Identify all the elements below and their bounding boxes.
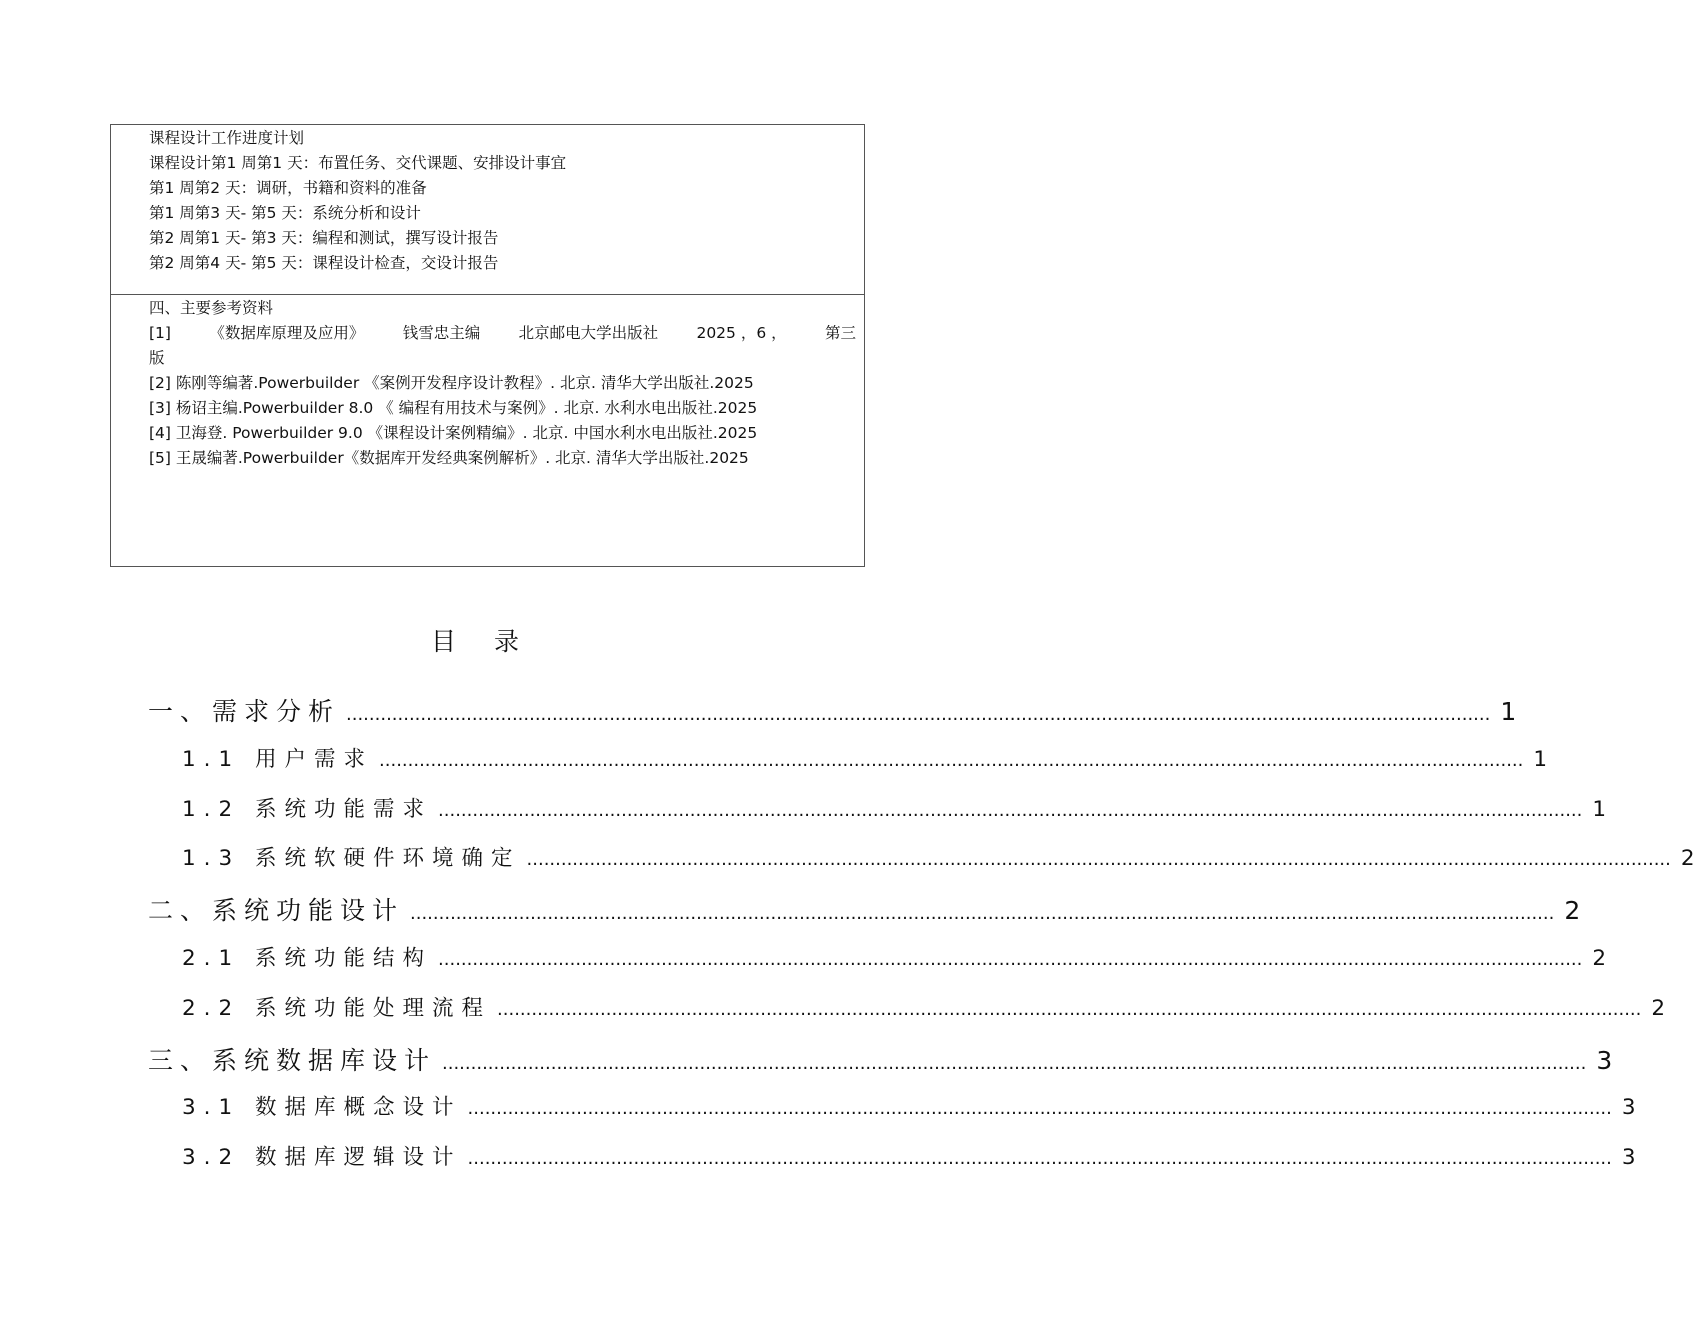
toc-page-number: 2 [1680,846,1695,872]
toc-entry-section[interactable] [148,991,1666,1041]
references-title: 四、主要参考资料 [149,299,274,317]
toc-page-number: 3 [1621,1145,1636,1171]
reference-item-5: [5] 王晟编著.Powerbuilder《数据库开发经典案例解析》. 北京. 清华大学出版社.2025 [149,449,749,467]
ref-edition: 第三 [824,324,856,342]
schedule-item: 课程设计第1 周第1 天：布置任务、交代课题、安排设计事宜 [149,154,567,172]
toc-leader-dots: ........................................................................................................................................................................................................ [467,1148,1612,1170]
schedule-title: 课程设计工作进度计划 [149,129,305,147]
toc-entry-section[interactable] [148,1090,1636,1140]
toc-entry-text: 1.2 系统功能需求 [182,796,433,822]
toc-title-char-1: 目 [430,627,456,656]
reference-item-4: [4] 卫海登. Powerbuilder 9.0 《课程设计案例精编》. 北京. 中国水利水电出版社.2025 [149,424,758,442]
toc-entry-section[interactable] [148,941,1607,991]
toc-leader-dots: ........................................................................................................................................................................................................ [467,1098,1612,1120]
toc-leader-dots: ........................................................................................................................................................................................................ [346,704,1491,725]
toc-leader-dots: ........................................................................................................................................................................................................ [438,799,1583,821]
toc-page-number: 2 [1651,995,1666,1021]
ref-book: 《数据库原理及应用》 [209,324,365,342]
toc-entry-text: 3.2 数据库逻辑设计 [182,1145,462,1171]
schedule-item: 第1 周第3 天- 第5 天：系统分析和设计 [149,204,421,222]
toc-page-number: 1 [1592,796,1607,822]
schedule-item: 第1 周第2 天：调研，书籍和资料的准备 [149,179,427,197]
toc-entry-text: 2.2 系统功能处理流程 [182,995,492,1021]
toc-entry-section[interactable] [148,841,1695,891]
schedule-item: 第2 周第1 天- 第3 天：编程和测试，撰写设计报告 [149,229,499,247]
toc-leader-dots: ........................................................................................................................................................................................................ [497,998,1642,1020]
toc-entry-text: 3.1 数据库概念设计 [182,1095,462,1121]
toc-entry-text: 二、系统功能设计 [148,896,405,926]
toc-leader-dots: ........................................................................................................................................................................................................ [526,849,1671,871]
table-of-contents [148,692,1695,1190]
toc-entry-text: 1.1 用户需求 [182,746,374,772]
toc-entry-text: 一、需求分析 [148,697,341,726]
reference-item-2: [2] 陈刚等编著.Powerbuilder 《案例开发程序设计教程》. 北京. 清华大学出版社.2025 [149,374,754,392]
toc-entry-chapter[interactable] [148,1041,1613,1091]
toc-leader-dots: ........................................................................................................................................................................................................ [379,749,1524,771]
ref-publisher: 北京邮电大学出版社 [518,324,659,342]
toc-entry-text: 2.1 系统功能结构 [182,945,433,971]
references-box [110,294,865,567]
toc-page-number: 2 [1564,896,1581,926]
toc-leader-dots: ........................................................................................................................................................................................................ [410,903,1555,925]
toc-page-number: 3 [1621,1095,1636,1121]
ref-author: 钱雪忠主编 [402,324,481,342]
toc-entry-section[interactable] [148,792,1607,842]
toc-entry-section[interactable] [148,742,1548,792]
toc-leader-dots: ........................................................................................................................................................................................................ [438,948,1583,970]
schedule-box [110,124,865,295]
toc-page-number: 1 [1533,746,1548,772]
schedule-item: 第2 周第4 天- 第5 天：课程设计检查，交设计报告 [149,254,499,272]
toc-title [0,622,950,658]
ref-wrap: 版 [149,349,165,367]
toc-entry-chapter[interactable] [148,692,1517,742]
reference-item-1 [149,321,856,346]
toc-page-number: 1 [1500,697,1517,726]
toc-leader-dots: ........................................................................................................................................................................................................ [442,1052,1587,1074]
ref-date: 2025 ，6 ， [696,324,787,342]
toc-entry-chapter[interactable] [148,891,1581,941]
toc-entry-text: 1.3 系统软硬件环境确定 [182,846,521,872]
toc-entry-section[interactable] [148,1140,1636,1190]
ref-number: [1] [149,324,171,342]
toc-entry-text: 三、系统数据库设计 [148,1045,437,1075]
toc-page-number: 3 [1596,1045,1613,1075]
toc-title-char-2: 录 [494,627,520,656]
reference-item-3: [3] 杨诏主编.Powerbuilder 8.0 《 编程有用技术与案例》. 北京. 水利水电出版社.2025 [149,399,758,417]
toc-page-number: 2 [1592,945,1607,971]
